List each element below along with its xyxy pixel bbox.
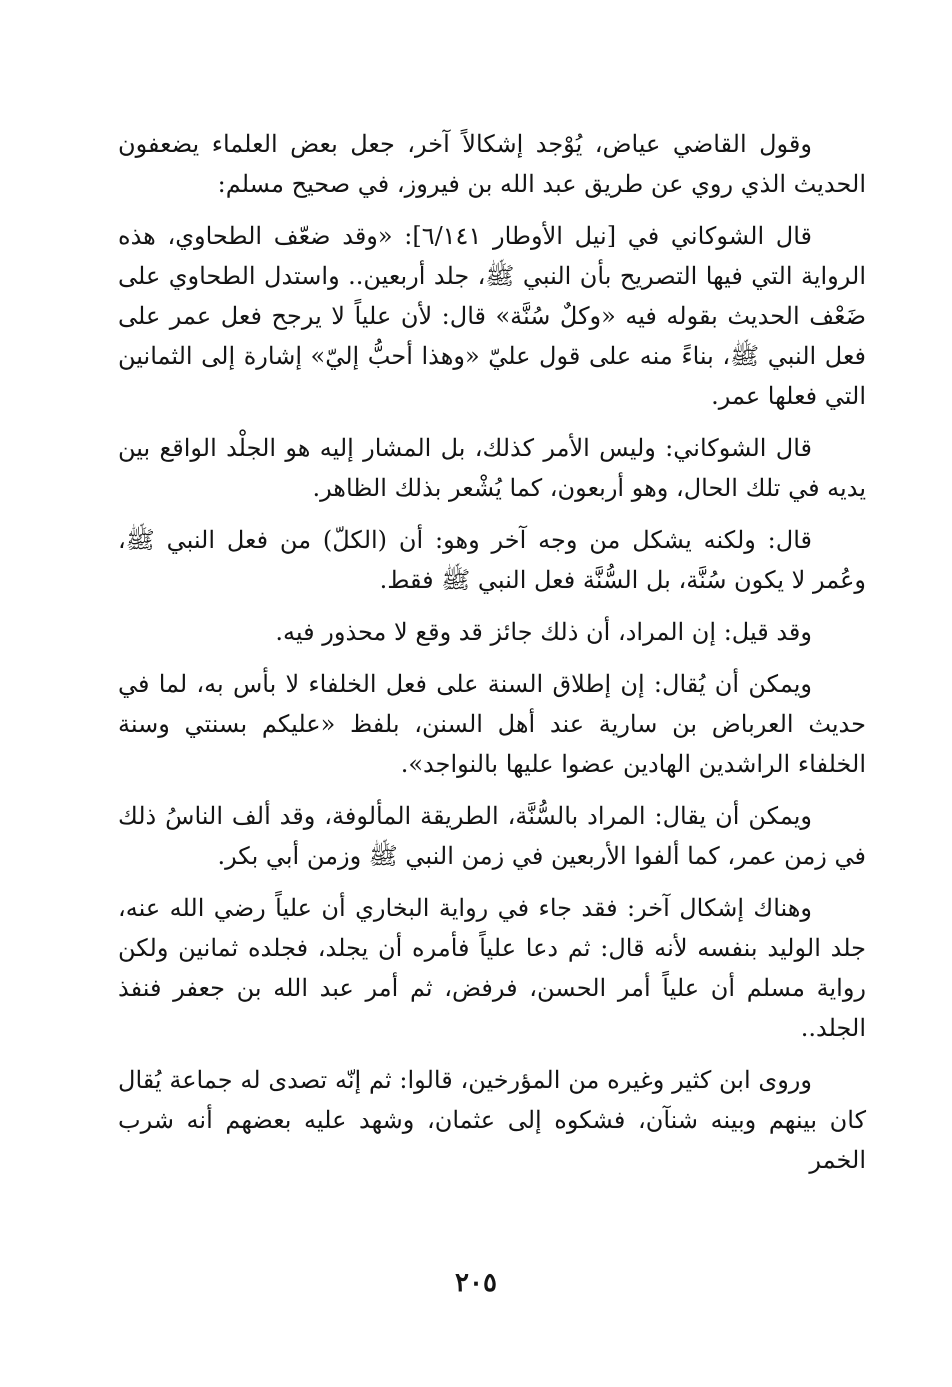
paragraph-8: وهناك إشكال آخر: فقد جاء في رواية البخاري أن علياً رضي الله عنه، جلد الوليد بنفسه لأنه قال: ثم دعا علياً فأمره أن يجلد، فجلده ثمانين ولكن رواية مسلم أن علياً أمر الحسن، فرفض، ثم أمر عبد الله بن جعفر فنفذ الجلد.. xyxy=(118,894,867,1042)
paragraph-1: وقول القاضي عياض، يُوْجد إشكالاً آخر، جعل بعض العلماء يضعفون الحديث الذي روي عن طريق عبد الله بن فيروز، في صحيح مسلم: xyxy=(118,130,866,198)
paragraph-9: وروى ابن كثير وغيره من المؤرخين، قالوا: ثم إنّه تصدى له جماعة يُقال كان بينهم وبينه شنآن، فشكوه إلى عثمان، وشهد عليه بعضهم أنه شرب الخمر xyxy=(118,1066,866,1174)
page-number: ٢٠٥ xyxy=(455,1268,497,1298)
body-text xyxy=(118,124,866,1192)
paragraph-6: ويمكن أن يُقال: إن إطلاق السنة على فعل الخلفاء لا بأس به، لما في حديث العرباض بن سارية عند أهل السنن، بلفظ «عليكم بسنتي وسنة الخلفاء الراشدين الهادين عضوا عليها بالنواجد». xyxy=(118,670,866,778)
paragraph-4: قال: ولكنه يشكل من وجه آخر وهو: أن (الكلّ) من فعل النبي ﷺ، وعُمر لا يكون سُنَّة، بل السُّنَّة فعل النبي ﷺ فقط. xyxy=(118,526,866,594)
paragraph-7: ويمكن أن يقال: المراد بالسُّنَّة، الطريقة المألوفة، وقد ألف الناسُ ذلك في زمن عمر، كما ألفوا الأربعين في زمن النبي ﷺ وزمن أبي بكر. xyxy=(118,802,866,870)
paragraph-3: قال الشوكاني: وليس الأمر كذلك، بل المشار إليه هو الجلْد الواقع بين يديه في تلك الحال، وهو أربعون، كما يُشْعر بذلك الظاهر. xyxy=(118,434,866,502)
paragraph-2: قال الشوكاني في [نيل الأوطار ٦/١٤١]: «وقد ضعّف الطحاوي، هذه الرواية التي فيها التصريح بأن النبي ﷺ، جلد أربعين.. واستدل الطحاوي على ضَعْف الحديث بقوله فيه «وكلٌ سُنَّة» قال: لأن علياً لا يرجح فعل عمر على فعل النبي ﷺ، بناءً منه على قول عليّ «وهذا أحبُّ إليّ» إشارة إلى الثمانين التي فعلها عمر. xyxy=(118,222,866,410)
paragraph-5: وقد قيل: إن المراد، أن ذلك جائز قد وقع لا محذور فيه. xyxy=(275,618,812,646)
